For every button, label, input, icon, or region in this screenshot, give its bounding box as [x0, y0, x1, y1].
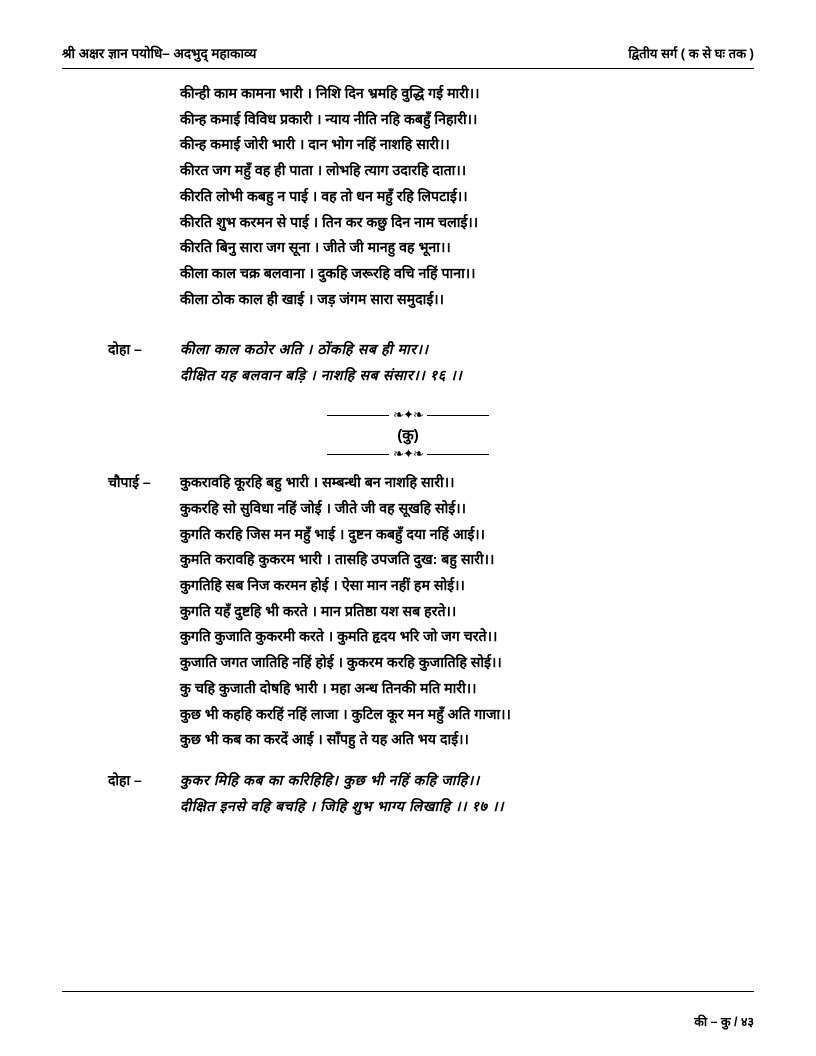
header-title-left: श्री अक्षर ज्ञान पयोधि– अदभुद् महाकाव्य — [62, 46, 257, 61]
verse-line — [62, 267, 754, 281]
ornament-flourish-icon: ❧✦❧ — [393, 446, 423, 462]
verse-text: कुगति करहि जिस मन महुँ भाई । दुष्टन कबहुँ दया नहिं आई।। — [180, 526, 486, 543]
verse-line — [62, 630, 754, 644]
verse-text: कीला काल चक्र बलवाना । दुकहि जरूरहि वचि नहिं पाना।। — [180, 265, 476, 282]
section-letter: (कु) — [397, 427, 419, 445]
footer-divider — [62, 991, 754, 992]
verse-text: कीरति लोभी कबहु न पाई । वह तो धन महुँ रहि लिपटाई।। — [180, 188, 468, 205]
verse-line — [62, 553, 754, 567]
verse-text: कु चहि कुजाती दोषहि भारी । महा अन्ध तिनकी मति मारी।। — [180, 680, 477, 697]
verse-text: कुगति कुजाति कुकरमी करते । कुमति हृदय भरि जो जग चरते।। — [180, 629, 498, 646]
verse-line — [62, 682, 754, 696]
verse-text: कीन्ह कमाई विविध प्रकारी । न्याय नीति नहि कबहुँ निहारी।। — [180, 111, 478, 128]
verse-text: कीरति शुभ करमन से पाई । तिन कर कछु दिन नाम चलाई।। — [180, 214, 479, 231]
verse-text: कुजाति जगत जातिहि नहिं होई । कुकरम करहि कुजातिहि सोई।। — [180, 655, 502, 672]
verse-line — [62, 656, 754, 670]
verse-text: कीन्ही काम कामना भारी । निशि दिन भ्रमहि वुद्धि गई मारी।। — [180, 86, 480, 102]
ornament-line-right — [427, 454, 489, 455]
verse-text: कीरति बिनु सारा जग सूना । जीते जी मानहु वह भूना।। — [180, 240, 451, 257]
verse-text: कुकरावहि कूरहि बहु भारी । सम्बन्धी बन नाशहि सारी।। — [180, 475, 455, 492]
doha-text: कीला काल कठोर अति । ठोंकहि सब ही मार।। — [180, 342, 429, 359]
ornament-bottom — [62, 448, 754, 461]
verse-line — [62, 605, 754, 619]
doha-section-ki — [62, 342, 754, 383]
verse-line — [62, 502, 754, 516]
verse-line — [62, 138, 754, 152]
header-title-right: द्वितीय सर्ग ( क से घः तक ) — [628, 46, 754, 61]
page-footer: की – कु / ४३ — [694, 1015, 754, 1029]
verse-line — [62, 216, 754, 230]
doha-label: दोहा – — [108, 341, 142, 358]
verse-line — [62, 87, 754, 101]
page-header — [62, 44, 754, 62]
verse-line — [62, 293, 754, 307]
verse-text: कुकरहि सो सुविधा नहिं जोई । जीते जी वह सूखहि सोई।। — [180, 500, 466, 517]
verse-line — [62, 241, 754, 255]
ornament-top — [62, 409, 754, 422]
doha-text: कुकर मिहि कब का करिहिहि। कुछ भी नहिं कहि जाहि।। — [180, 772, 480, 789]
doha-line — [62, 773, 754, 788]
ornament-line-left — [327, 415, 389, 416]
ornament-line-right — [427, 415, 489, 416]
spacer — [62, 318, 754, 336]
doha-section-ku — [62, 773, 754, 814]
verse-text: कीन्ह कमाई जोरी भारी । दान भोग नहिं नाशहि सारी।। — [180, 137, 450, 154]
verse-line — [62, 733, 754, 747]
verse-text: कुगति यहँ दुष्टहि भी करते । मान प्रतिष्ठा यश सब हरते।। — [180, 603, 457, 620]
verse-section-ku — [62, 475, 754, 747]
verse-line — [62, 190, 754, 204]
verse-line — [62, 113, 754, 127]
ornament-line-left — [327, 454, 389, 455]
verse-line — [62, 475, 754, 490]
spacer — [62, 759, 754, 769]
verse-text: कुमति करावहि कुकरम भारी । तासहि उपजति दुख: बहु सारी।। — [180, 552, 495, 569]
doha-line — [62, 800, 754, 814]
verse-text: कुछ भी कब का करदें आई । साँपहु ते यह अति भय दाई।। — [180, 732, 469, 749]
doha-line — [62, 342, 754, 357]
section-divider — [62, 409, 754, 461]
verse-line — [62, 579, 754, 593]
verse-section-ki — [62, 87, 754, 307]
verse-text: कुछ भी कहहि करहिं नहिं लाजा । कुटिल कूर मन महुँ अति गाजा।। — [180, 706, 511, 723]
verse-text: कुगतिहि सब निज करमन होई । ऐसा मान नहीं हम सोई।। — [180, 578, 465, 595]
ornament-flourish-icon: ❧✦❧ — [393, 407, 423, 423]
verse-text: कीला ठोक काल ही खाई । जड़ जंगम सारा समुदाई।। — [180, 291, 445, 308]
verse-text: कीरत जग महुँ वह ही पाता । लोभहि त्याग उदारहि दाता।। — [180, 163, 467, 180]
verse-line — [62, 164, 754, 178]
header-divider — [62, 68, 754, 69]
verse-line — [62, 708, 754, 722]
doha-line — [62, 369, 754, 383]
doha-text: दीक्षित यह बलवान बड़ि । नाशहि सब संसार।। १६ ।। — [180, 368, 463, 385]
doha-text: दीक्षित इनसे वहि बचहि । जिहि शुभ भाग्य लिखाहि ।। १७ ।। — [180, 798, 505, 815]
doha-label: दोहा – — [108, 771, 142, 788]
verse-line — [62, 528, 754, 542]
chaupai-label: चौपाई – — [108, 474, 151, 491]
